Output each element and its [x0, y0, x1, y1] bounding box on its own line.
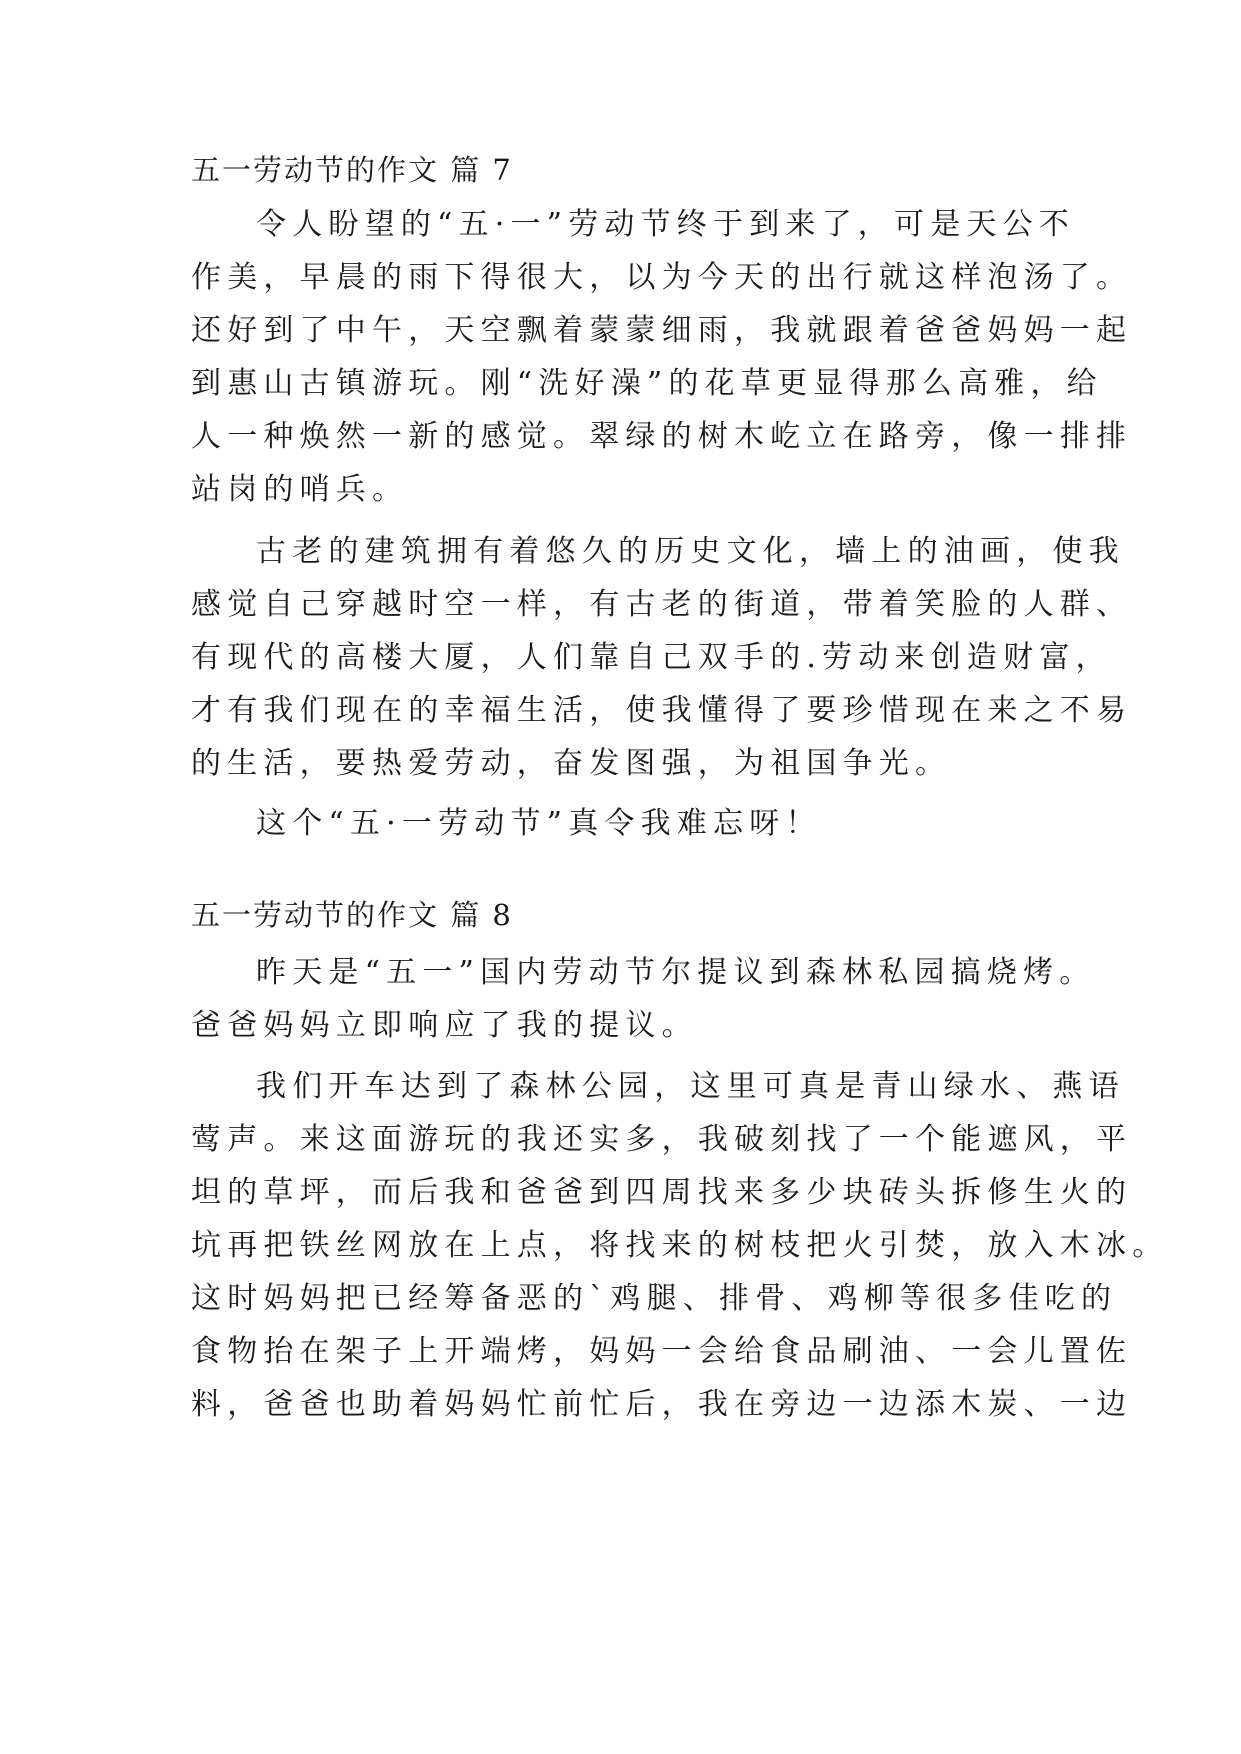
paragraph-line: 人一种焕然一新的感觉。翠绿的树木屹立在路旁，像一排排: [191, 419, 1133, 454]
paragraph-line: 还好到了中午，天空飘着蒙蒙细雨，我就跟着爸爸妈妈一起: [191, 313, 1133, 348]
paragraph-line: 到惠山古镇游玩。刚“洗好澡”的花草更显得那么高雅，给: [191, 366, 1103, 401]
paragraph-line: 古老的建筑拥有着悠久的历史文化，墙上的油画，使我: [256, 534, 1125, 569]
paragraph-line: 作美，早晨的雨下得很大，以为今天的出行就这样泡汤了。: [191, 260, 1133, 295]
paragraph-line: 这个“五·一劳动节”真令我难忘呀！: [256, 806, 822, 841]
paragraph-line: 的生活，要热爱劳动，奋发图强，为祖国争光。: [191, 746, 952, 781]
paragraph-line: 令人盼望的“五·一”劳动节终于到来了，可是天公不: [256, 207, 1076, 242]
section-heading-7: 五一劳动节的作文 篇 7: [191, 153, 513, 187]
paragraph-line: 我们开车达到了森林公园，这里可真是青山绿水、燕语: [256, 1069, 1125, 1104]
paragraph-line: 爸爸妈妈立即响应了我的提议。: [191, 1008, 698, 1043]
paragraph-line: 昨天是“五一”国内劳动节尔提议到森林私园搞烧烤。: [256, 955, 1096, 990]
paragraph-line: 站岗的哨兵。: [191, 472, 409, 507]
paragraph-line: 才有我们现在的幸福生活，使我懂得了要珍惜现在来之不易: [191, 693, 1133, 728]
paragraph-line: 感觉自己穿越时空一样，有古老的街道，带着笑脸的人群、: [191, 587, 1133, 622]
paragraph-line: 坑再把铁丝网放在上点，将找来的树枝把火引焚，放入木冰。: [191, 1228, 1169, 1263]
paragraph-line: 坦的草坪，而后我和爸爸到四周找来多少块砖头拆修生火的: [191, 1175, 1133, 1210]
section-heading-8: 五一劳动节的作文 篇 8: [191, 898, 513, 932]
paragraph-line: 料，爸爸也助着妈妈忙前忙后，我在旁边一边添木炭、一边: [191, 1387, 1133, 1422]
paragraph-line: 有现代的高楼大厦，人们靠自己双手的.劳动来创造财富，: [191, 640, 1112, 675]
paragraph-line: 莺声。来这面游玩的我还实多，我破刻找了一个能遮风，平: [191, 1122, 1133, 1157]
paragraph-line: 这时妈妈把已经筹备恶的`鸡腿、排骨、鸡柳等很多佳吃的: [191, 1281, 1118, 1316]
paragraph-line: 食物抬在架子上开端烤，妈妈一会给食品刷油、一会儿置佐: [191, 1334, 1133, 1369]
